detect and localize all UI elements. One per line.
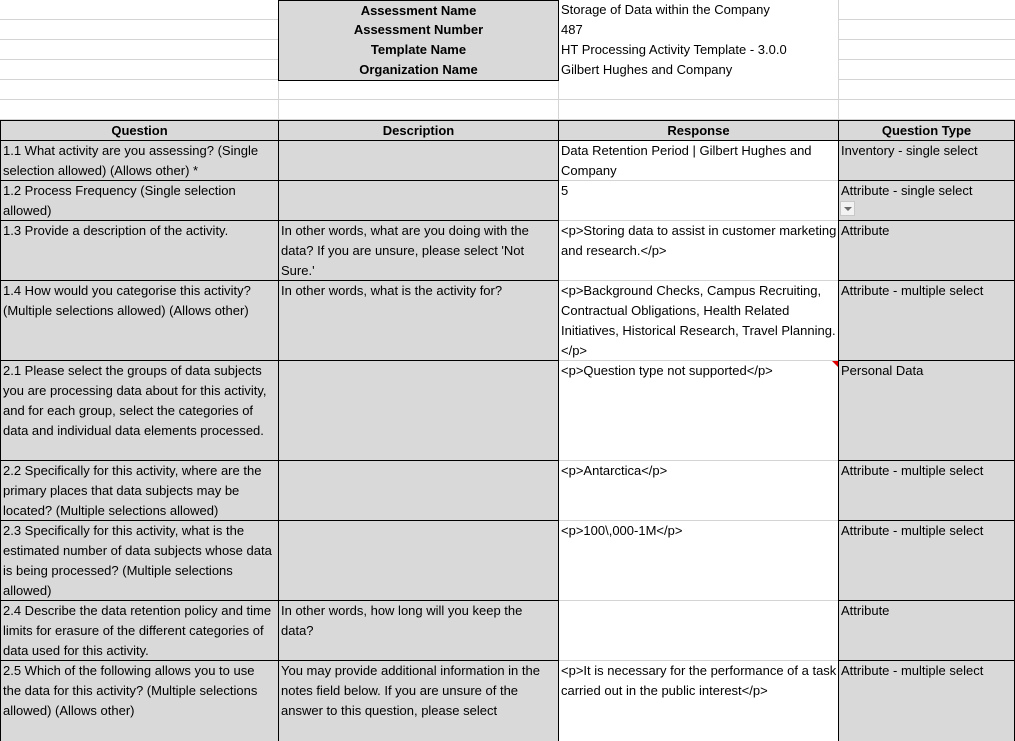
- question-cell[interactable]: 2.2 Specifically for this activity, where are the primary places that data subjects may be located? (Multiple selections allowed): [0, 461, 279, 521]
- response-cell[interactable]: <p>Antarctica</p>: [559, 461, 839, 521]
- question-type-cell[interactable]: Attribute: [838, 601, 1015, 661]
- description-cell[interactable]: In other words, what are you doing with the data? If you are unsure, please select 'Not Sure.': [279, 221, 559, 281]
- response-cell[interactable]: <p>Storing data to assist in customer marketing and research.</p>: [559, 221, 839, 281]
- question-type-cell[interactable]: Attribute - single select: [838, 181, 1015, 221]
- response-cell[interactable]: 5: [559, 181, 839, 221]
- description-cell[interactable]: In other words, what is the activity for?: [279, 281, 559, 361]
- question-type-cell[interactable]: Attribute: [838, 221, 1015, 281]
- description-cell[interactable]: [279, 461, 559, 521]
- header-response: Response: [559, 120, 839, 141]
- question-type-cell[interactable]: Attribute - multiple select: [838, 661, 1015, 741]
- question-cell[interactable]: 1.3 Provide a description of the activity.: [0, 221, 279, 281]
- gridline: [0, 80, 1015, 100]
- summary-value-template-name[interactable]: HT Processing Activity Template - 3.0.0: [559, 40, 838, 60]
- question-cell[interactable]: 1.1 What activity are you assessing? (Single selection allowed) (Allows other) *: [0, 141, 279, 181]
- response-cell[interactable]: <p>Background Checks, Campus Recruiting, Contractual Obligations, Health Related Initiatives, Historical Research, Travel Planning.</p>: [559, 281, 839, 361]
- description-cell[interactable]: [279, 141, 559, 181]
- response-cell[interactable]: [559, 601, 839, 661]
- header-question: Question: [0, 120, 279, 141]
- description-cell[interactable]: [279, 181, 559, 221]
- description-cell[interactable]: [279, 361, 559, 461]
- description-cell[interactable]: You may provide additional information in the notes field below. If you are unsure of the answer to this question, please select: [279, 661, 559, 741]
- response-cell[interactable]: <p>Question type not supported</p>: [559, 361, 839, 461]
- summary-label-organization-name: Organization Name: [278, 60, 559, 81]
- summary-label-template-name: Template Name: [278, 40, 559, 61]
- dropdown-arrow-icon[interactable]: [840, 201, 855, 216]
- comment-indicator-icon[interactable]: [832, 361, 838, 367]
- question-cell[interactable]: 2.1 Please select the groups of data subjects you are processing data about for this activity, and for each group, select the categories of data and individual data elements processed.: [0, 361, 279, 461]
- header-question-type: Question Type: [839, 120, 1015, 141]
- question-cell[interactable]: 1.4 How would you categorise this activity? (Multiple selections allowed) (Allows other): [0, 281, 279, 361]
- summary-value-assessment-name[interactable]: Storage of Data within the Company: [559, 0, 838, 20]
- question-cell[interactable]: 2.4 Describe the data retention policy and time limits for erasure of the different categories of data used for this activity.: [0, 601, 279, 661]
- question-type-cell[interactable]: Inventory - single select: [838, 141, 1015, 181]
- response-cell[interactable]: <p>It is necessary for the performance of a task carried out in the public interest</p>: [559, 661, 839, 741]
- summary-value-assessment-number[interactable]: 487: [559, 20, 838, 40]
- description-cell[interactable]: In other words, how long will you keep the data?: [279, 601, 559, 661]
- question-cell[interactable]: 2.5 Which of the following allows you to use the data for this activity? (Multiple selections allowed) (Allows other): [0, 661, 279, 741]
- question-cell[interactable]: 2.3 Specifically for this activity, what is the estimated number of data subjects whose data is being processed? (Multiple selections allowed): [0, 521, 279, 601]
- summary-label-assessment-name: Assessment Name: [278, 0, 559, 21]
- response-cell[interactable]: Data Retention Period | Gilbert Hughes and Company: [559, 141, 839, 181]
- header-description: Description: [279, 120, 559, 141]
- summary-value-organization-name[interactable]: Gilbert Hughes and Company: [559, 60, 838, 80]
- description-cell[interactable]: [279, 521, 559, 601]
- question-type-cell[interactable]: Attribute - multiple select: [838, 521, 1015, 601]
- question-type-cell[interactable]: Attribute - multiple select: [838, 461, 1015, 521]
- gridline: [0, 100, 1015, 120]
- question-type-cell[interactable]: Attribute - multiple select: [838, 281, 1015, 361]
- summary-label-assessment-number: Assessment Number: [278, 20, 559, 41]
- question-cell[interactable]: 1.2 Process Frequency (Single selection allowed): [0, 181, 279, 221]
- question-type-cell[interactable]: Personal Data: [838, 361, 1015, 461]
- response-cell[interactable]: <p>100\,000-1M</p>: [559, 521, 839, 601]
